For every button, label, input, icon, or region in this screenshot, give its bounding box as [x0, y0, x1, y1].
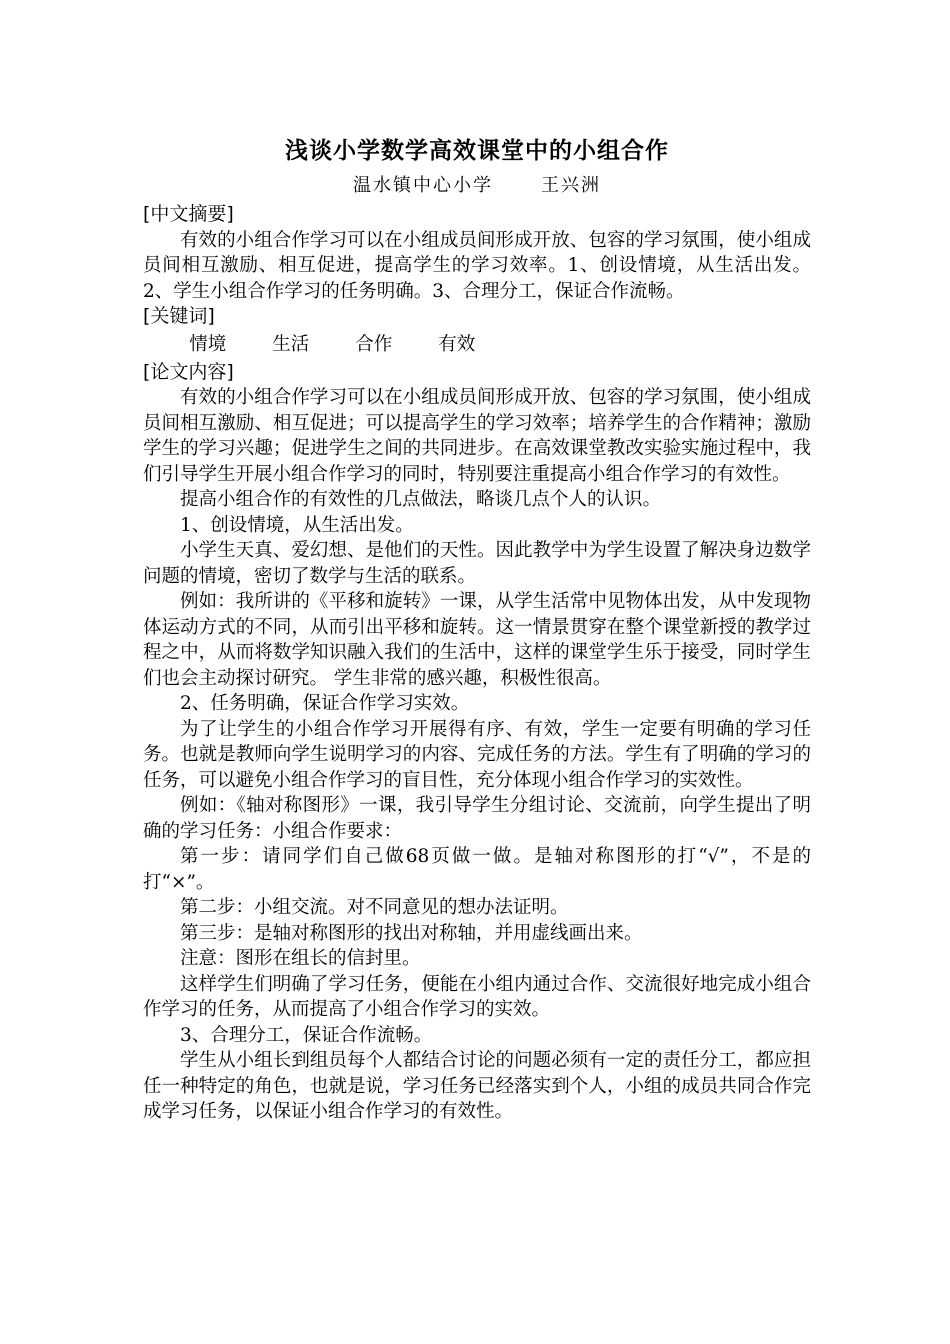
body-paragraph: 学生从小组长到组员每个人都结合讨论的问题必须有一定的责任分工，都应担任一种特定的角色，也就是说，学习任务已经落实到个人，小组的成员共同合作完成学习任务，以保证小组合作学习的有效性。 [143, 1050, 811, 1122]
keyword: 有效 [438, 333, 476, 355]
keyword: 情境 [189, 333, 227, 355]
content-heading: [论文内容] [143, 360, 234, 383]
section-point-3: 3、合理分工，保证合作流畅。 [180, 1024, 433, 1046]
abstract-heading: [中文摘要] [143, 203, 234, 225]
school-name: 温水镇中心小学 [353, 175, 493, 196]
step-item: 第二步：小组交流。对不同意见的想办法证明。 [180, 897, 569, 918]
body-paragraph: 这样学生们明确了学习任务，便能在小组内通过合作、交流很好地完成小组合作学习的任务，从而提高了小组合作学习的实效。 [143, 973, 811, 1020]
keyword: 生活 [272, 333, 310, 355]
note-item: 注意：图形在组长的信封里。 [180, 948, 421, 969]
section-point-1: 1、创设情境，从生活出发。 [180, 514, 414, 536]
body-paragraph: 例如：《轴对称图形》一课，我引导学生分组讨论、交流前，向学生提出了明确的学习任务：小组合作要求： [143, 795, 811, 842]
author-name: 王兴洲 [541, 175, 601, 196]
body-paragraph: 提高小组合作的有效性的几点做法，略谈几点个人的认识。 [180, 489, 662, 510]
page-title: 浅谈小学数学高效课堂中的小组合作 [285, 138, 669, 164]
body-paragraph: 为了让学生的小组合作学习开展得有序、有效，学生一定要有明确的学习任务。也就是教师向学生说明学习的内容、完成任务的方法。学生有了明确的学习的任务，可以避免小组合作学习的盲目性，充分体现小组合作学习的实效性。 [143, 718, 811, 791]
step-item: 第一步：请同学们自己做68页做一做。是轴对称图形的打“√”，不是的打“×”。 [143, 846, 811, 893]
body-paragraph: 例如：我所讲的《平移和旋转》一课，从学生活常中见物体出发，从中发现物体运动方式的不同，从而引出平移和旋转。这一情景贯穿在整个课堂新授的教学过程之中，从而将数学知识融入我们的生活中，这样的课堂学生乐于接受，同时学生们也会主动探讨研究。 学生非常的感兴趣，积极性很高。 [143, 591, 811, 689]
keywords-heading: [关键词] [143, 305, 215, 327]
keyword: 合作 [355, 333, 393, 355]
step-item: 第三步：是轴对称图形的找出对称轴，并用虚线画出来。 [180, 922, 643, 944]
byline [143, 170, 811, 202]
keywords-list [143, 330, 811, 360]
section-point-2: 2、任务明确，保证合作学习实效。 [180, 693, 470, 714]
body-paragraph: 有效的小组合作学习可以在小组成员间形成开放、包容的学习氛围，使小组成员间相互激励、相互促进；可以提高学生的学习效率；培养学生的合作精神；激励学生的学习兴趣；促进学生之间的共同进步。在高效课堂教改实验实施过程中，我们引导学生开展小组合作学习的同时，特别要注重提高小组合作学习的有效性。 [143, 387, 811, 485]
abstract-text: 有效的小组合作学习可以在小组成员间形成开放、包容的学习氛围，使小组成员间相互激励、相互促进，提高学生的学习效率。1、创设情境，从生活出发。2、学生小组合作学习的任务明确。3、合理分工，保证合作流畅。 [143, 229, 811, 302]
body-paragraph: 小学生天真、爱幻想、是他们的天性。因此教学中为学生设置了解决身边数学问题的情境，密切了数学与生活的联系。 [143, 540, 811, 587]
document-page [143, 132, 811, 1125]
